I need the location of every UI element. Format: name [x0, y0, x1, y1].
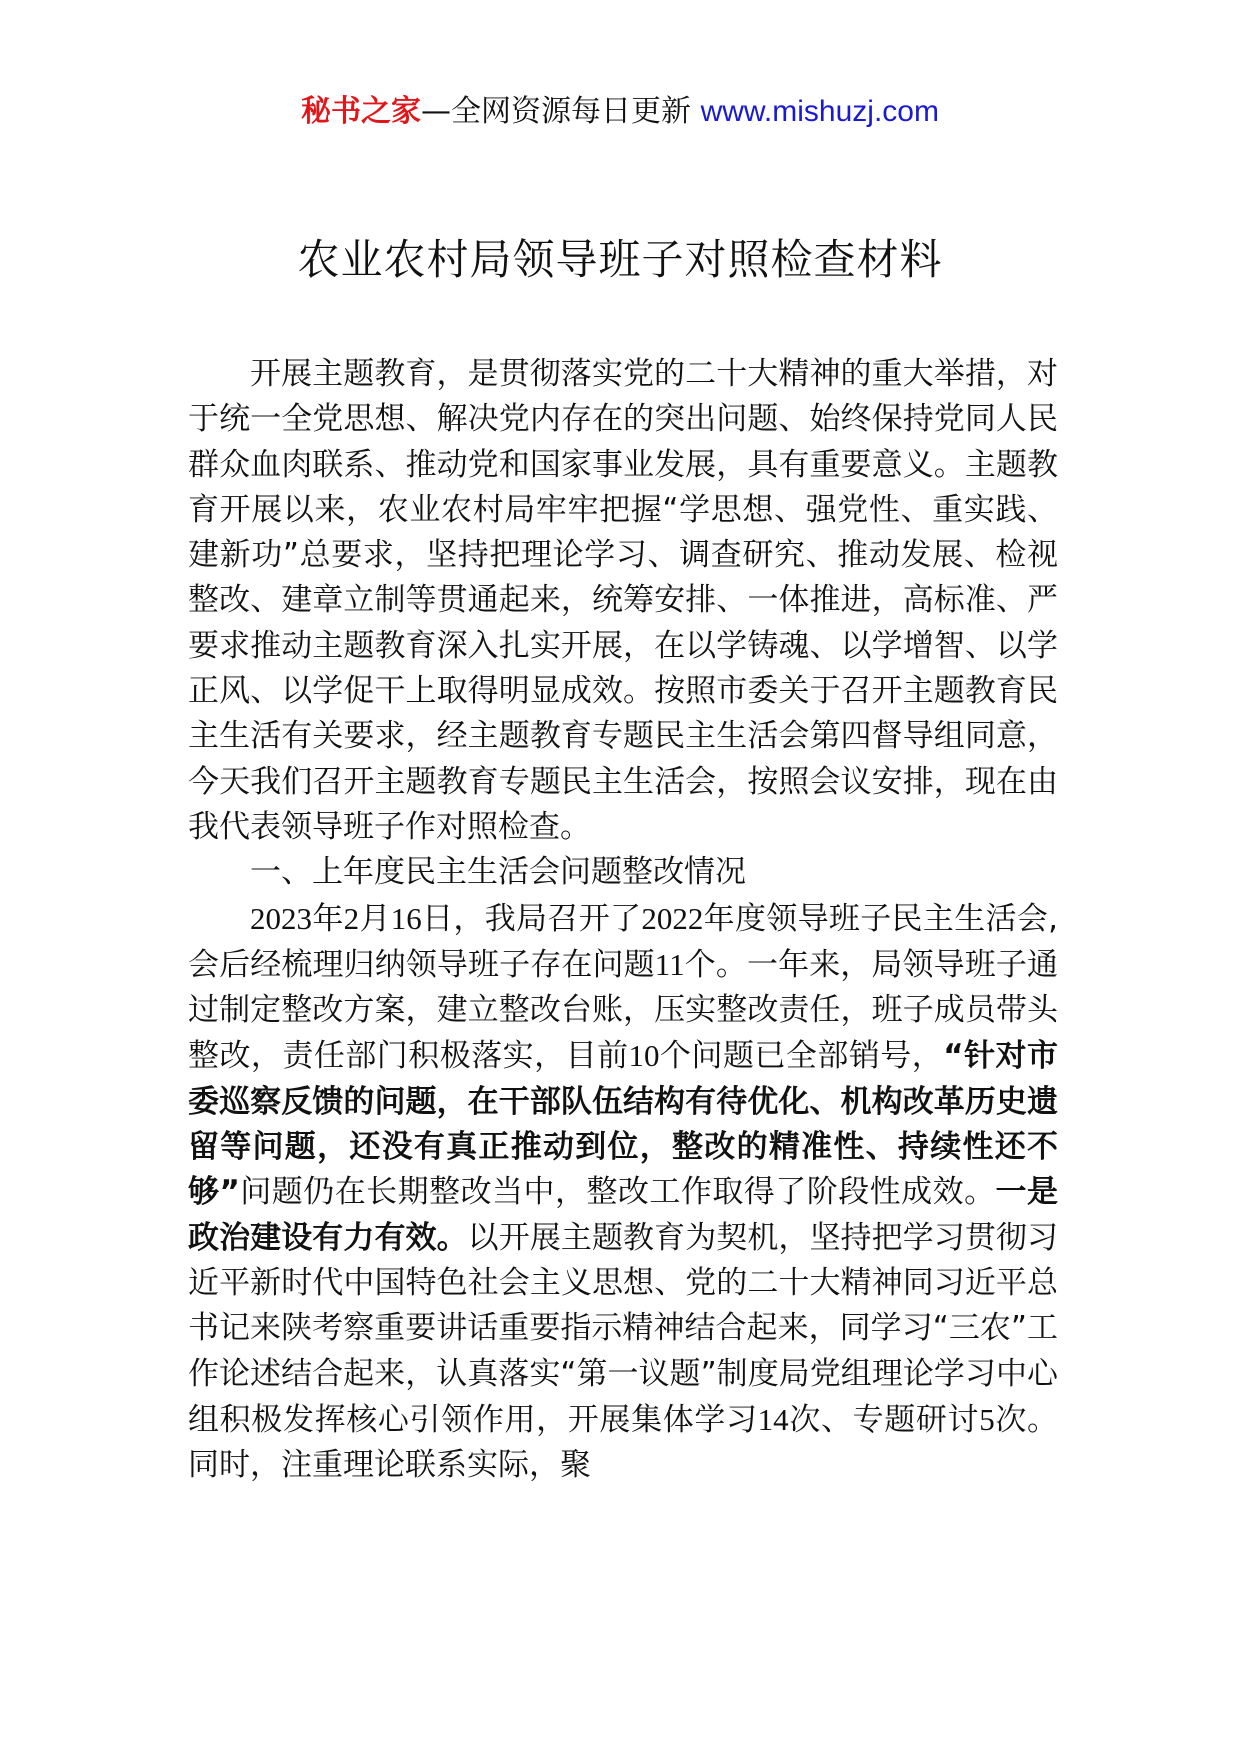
site-header [0, 92, 1240, 132]
rectification-paragraph [188, 896, 1058, 1489]
document-title: 农业农村局领导班子对照检查材料 [297, 235, 943, 284]
text-segment: 月 [359, 900, 391, 937]
text-segment: 问题仍在长期整改当中，整改工作取得了阶段性成效。 [239, 1174, 996, 1211]
text-segment: 个问题已全部销号， [659, 1038, 944, 1075]
problem-count: 11 [654, 946, 685, 982]
text-segment: 个。一年来，局领导班子通过制定整改方案，建立整改台账，压实整改责任，班子成员带头整改，责任部门积极落实，目前 [188, 946, 1059, 1075]
month-value: 2 [343, 900, 360, 936]
seminar-count: 5 [979, 1401, 995, 1437]
text-segment: 次。同时，注重理论联系实际，聚 [188, 1401, 1059, 1484]
site-url-link[interactable]: www.mishuzj.com [700, 95, 939, 128]
text-segment: 次、专题研讨 [788, 1401, 980, 1438]
text-segment: 以开展主题教育为契机，坚持把学习贯彻习近平新时代中国特色社会主义思想、党的二十大精神同习近平总书记来陕考察重要讲话重要指示精神结合起来，同学习“三农”工作论述结合起来，认真落实“第一议题”制度局党组理论学习中心组积极发挥核心引领作用，开展集体学习 [188, 1219, 1059, 1438]
intro-paragraph: 开展主题教育，是贯彻落实党的二十大精神的重大举措，对于统一全党思想、解决党内存在的突出问题、始终保持党同人民群众血肉联系、推动党和国家事业发展，具有重要意义。主题教育开展以来，农业农村局牢牢把握“学思想、强党性、重实践、建新功”总要求，坚持把理论学习、调查研究、推动发展、检视整改、建章立制等贯通起来，统筹安排、一体推进，高标准、严要求推动主题教育深入扎实开展，在以学铸魂、以学增智、以学正风、以学促干上取得明显成效。按照市委关于召开主题教育民主生活有关要求，经主题教育专题民主生活会第四督导组同意，今天我们召开主题教育专题民主生活会，按照会议安排，现在由我代表领导班子作对照检查。 [188, 356, 1058, 845]
study-count: 14 [757, 1401, 789, 1437]
text-segment: 年度领导班子民主生活会,会后经梳理归纳领导班子存在问题 [188, 900, 1059, 983]
closed-problem-count: 10 [628, 1038, 660, 1074]
year-2022: 2022 [641, 900, 704, 936]
document-body [188, 352, 1058, 1488]
year-2023: 2023 [250, 900, 312, 936]
bold-quoted-issue: “针对市委巡察反馈的问题，在干部队伍结构有待优化、机构改革历史遗留等问题，还没有真正推动到位，整改的精准性、持续性还不够” [188, 1038, 1059, 1211]
bold-point-one: 一是政治建设有力有效。 [188, 1174, 1058, 1256]
site-tagline: —全网资源每日更新 [421, 94, 701, 129]
section-heading: 一、上年度民主生活会问题整改情况 [250, 854, 746, 891]
text-segment: 年 [312, 900, 344, 937]
day-value: 16 [390, 900, 422, 936]
site-brand: 秘书之家 [301, 94, 422, 129]
text-segment: 日，我局召开了 [421, 900, 642, 937]
